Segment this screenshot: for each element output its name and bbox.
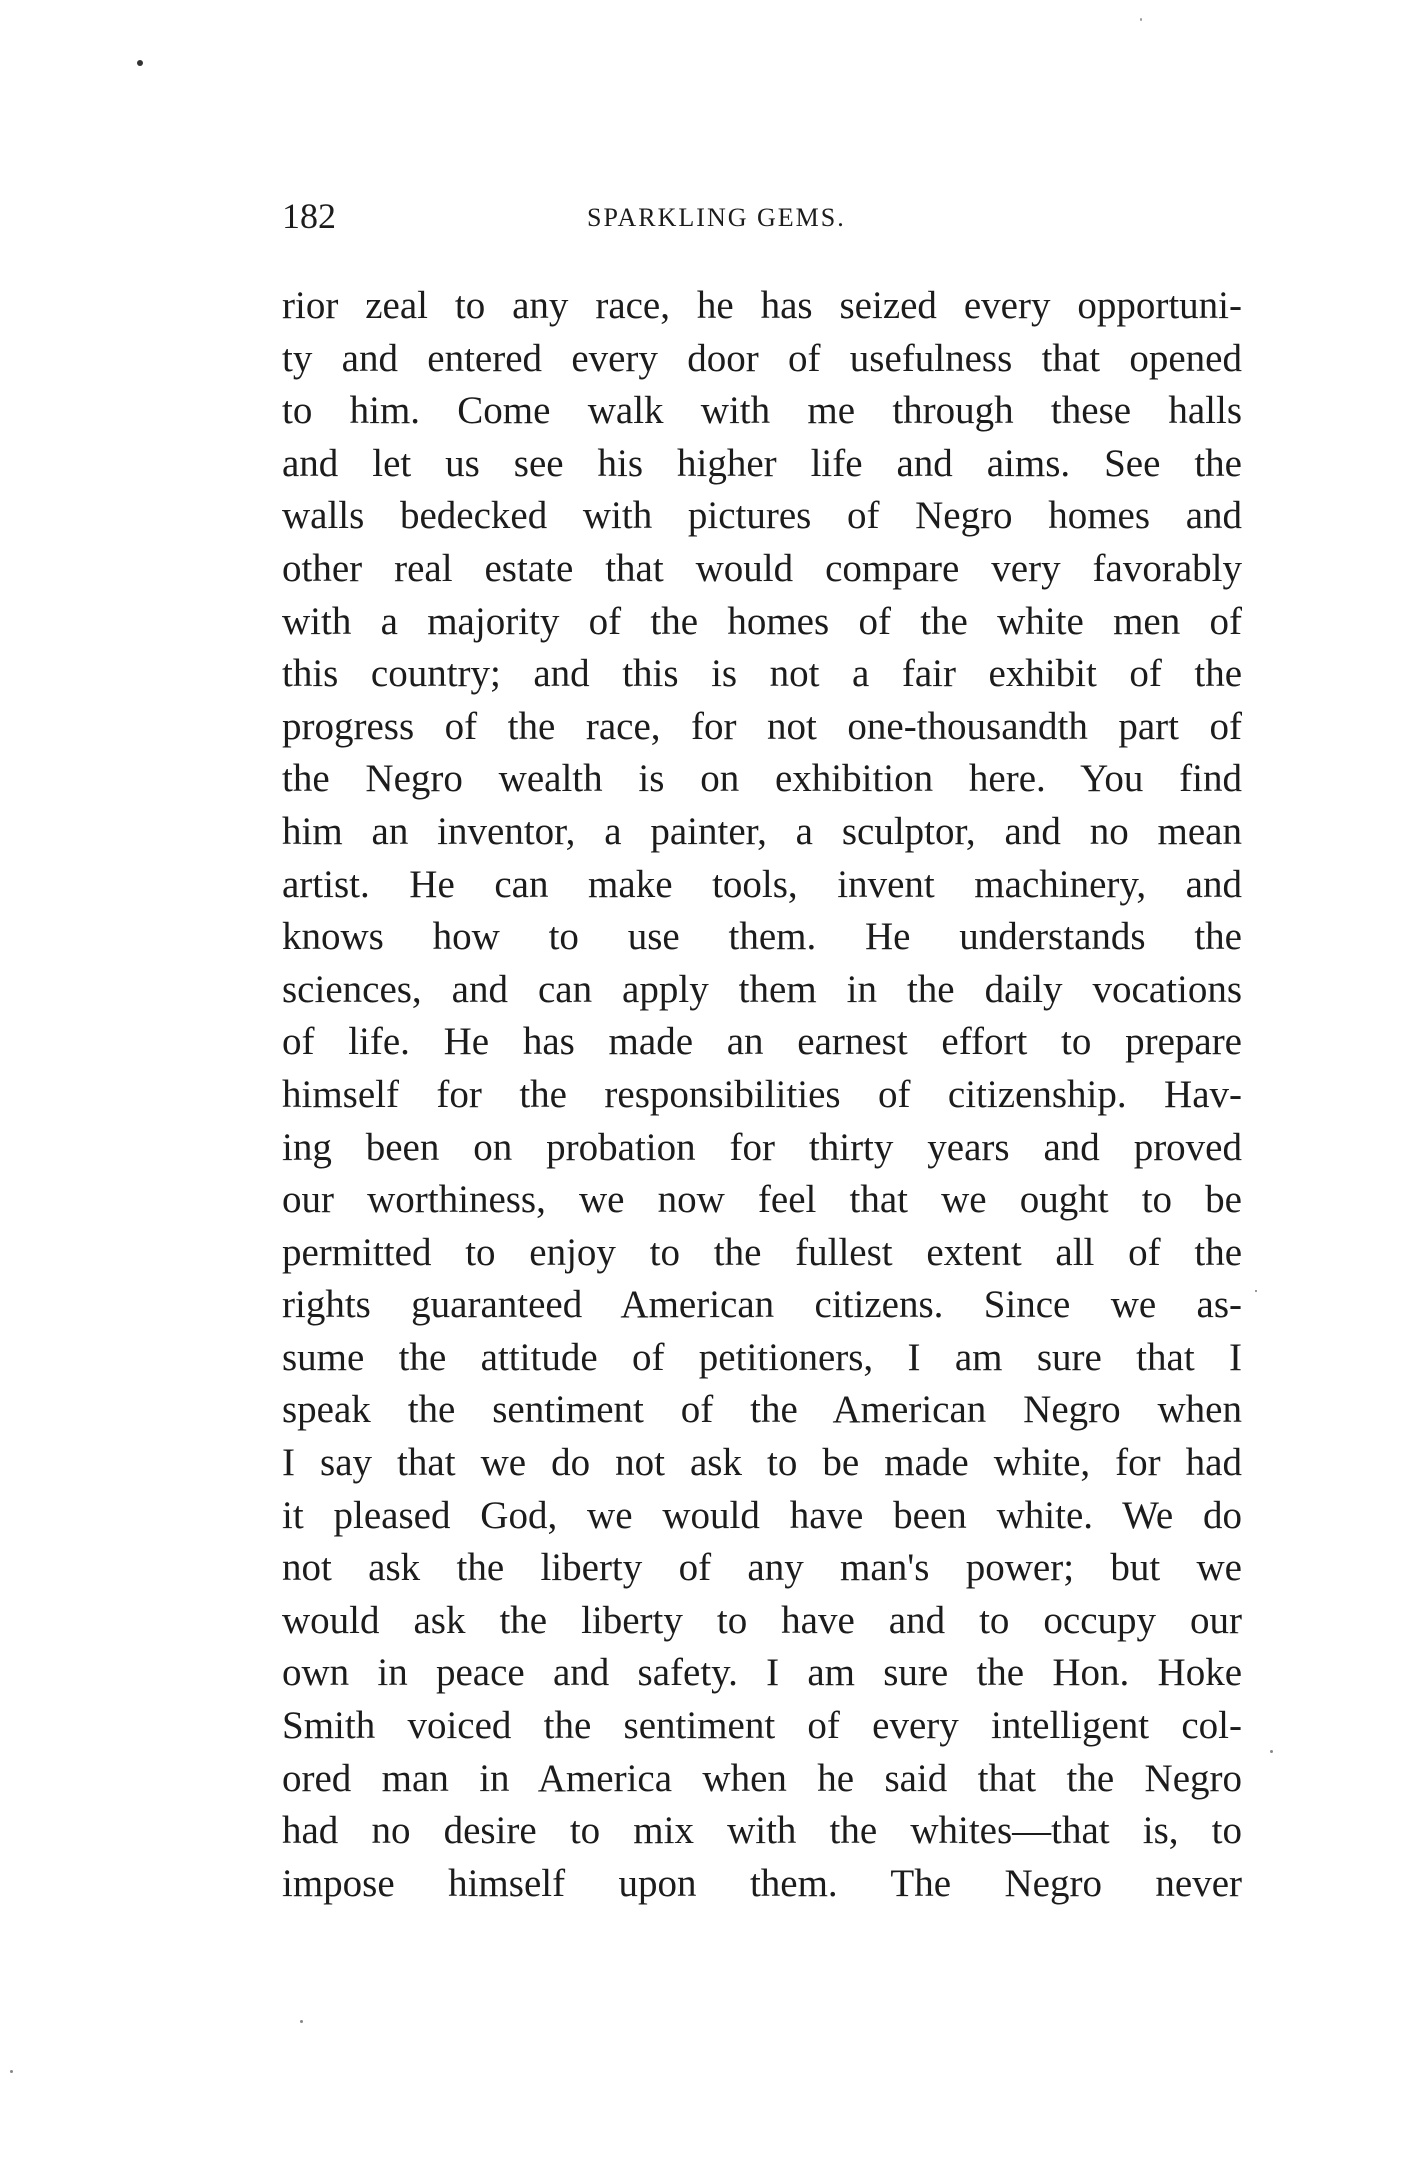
text-line: permitted to enjoy to the fullest extent all of the: [282, 1230, 1242, 1274]
text-line: own in peace and safety. I am sure the Hon. Hoke: [282, 1651, 1242, 1695]
text-line: this country; and this is not a fair exhibit of the: [282, 652, 1242, 696]
text-line: sume the attitude of petitioners, I am sure that I: [282, 1335, 1242, 1379]
scan-speck: [1255, 1290, 1257, 1292]
page-number: 182: [282, 196, 336, 236]
text-line: rights guaranteed American citizens. Since we as-: [282, 1283, 1242, 1327]
text-line: Smith voiced the sentiment of every intelligent col-: [282, 1704, 1242, 1748]
text-line: ty and entered every door of usefulness that opened: [282, 336, 1242, 380]
text-line: and let us see his higher life and aims. See the: [282, 441, 1242, 485]
text-line: artist. He can make tools, invent machinery, and: [282, 862, 1242, 906]
scan-speck: [1270, 1750, 1273, 1753]
scan-speck: [10, 2070, 13, 2073]
text-line: knows how to use them. He understands the: [282, 915, 1242, 959]
body-text: [282, 280, 1242, 1910]
text-line: speak the sentiment of the American Negro when: [282, 1388, 1242, 1432]
text-line: himself for the responsibilities of citizenship. Hav-: [282, 1072, 1242, 1116]
scan-speck: [1140, 18, 1142, 21]
text-line: rior zeal to any race, he has seized every opportuni-: [282, 284, 1242, 327]
text-line: I say that we do not ask to be made white, for had: [282, 1441, 1242, 1485]
text-line: would ask the liberty to have and to occupy our: [282, 1598, 1242, 1642]
text-line: to him. Come walk with me through these halls: [282, 389, 1242, 433]
text-line: walls bedecked with pictures of Negro homes and: [282, 494, 1242, 538]
running-head: SPARKLING GEMS.: [587, 203, 846, 232]
text-line: our worthiness, we now feel that we ought to be: [282, 1178, 1242, 1222]
text-line: impose himself upon them. The Negro never: [282, 1861, 1242, 1905]
text-line: ing been on probation for thirty years and proved: [282, 1125, 1242, 1169]
text-line: had no desire to mix with the whites—that is, to: [282, 1809, 1242, 1853]
text-line: of life. He has made an earnest effort to prepare: [282, 1020, 1242, 1064]
page-header: [282, 196, 1282, 236]
scan-speck: [300, 2020, 303, 2023]
text-line: the Negro wealth is on exhibition here. You find: [282, 757, 1242, 801]
text-line: him an inventor, a painter, a sculptor, and no mean: [282, 809, 1242, 853]
text-line: sciences, and can apply them in the daily vocations: [282, 967, 1242, 1011]
text-line: it pleased God, we would have been white. We do: [282, 1493, 1242, 1537]
scan-speck: [137, 60, 143, 66]
text-line: ored man in America when he said that the Negro: [282, 1756, 1242, 1800]
text-line: other real estate that would compare very favorably: [282, 546, 1242, 590]
text-line: not ask the liberty of any man's power; but we: [282, 1546, 1242, 1590]
text-line: with a majority of the homes of the white men of: [282, 599, 1242, 643]
text-line: progress of the race, for not one-thousandth part of: [282, 704, 1242, 748]
